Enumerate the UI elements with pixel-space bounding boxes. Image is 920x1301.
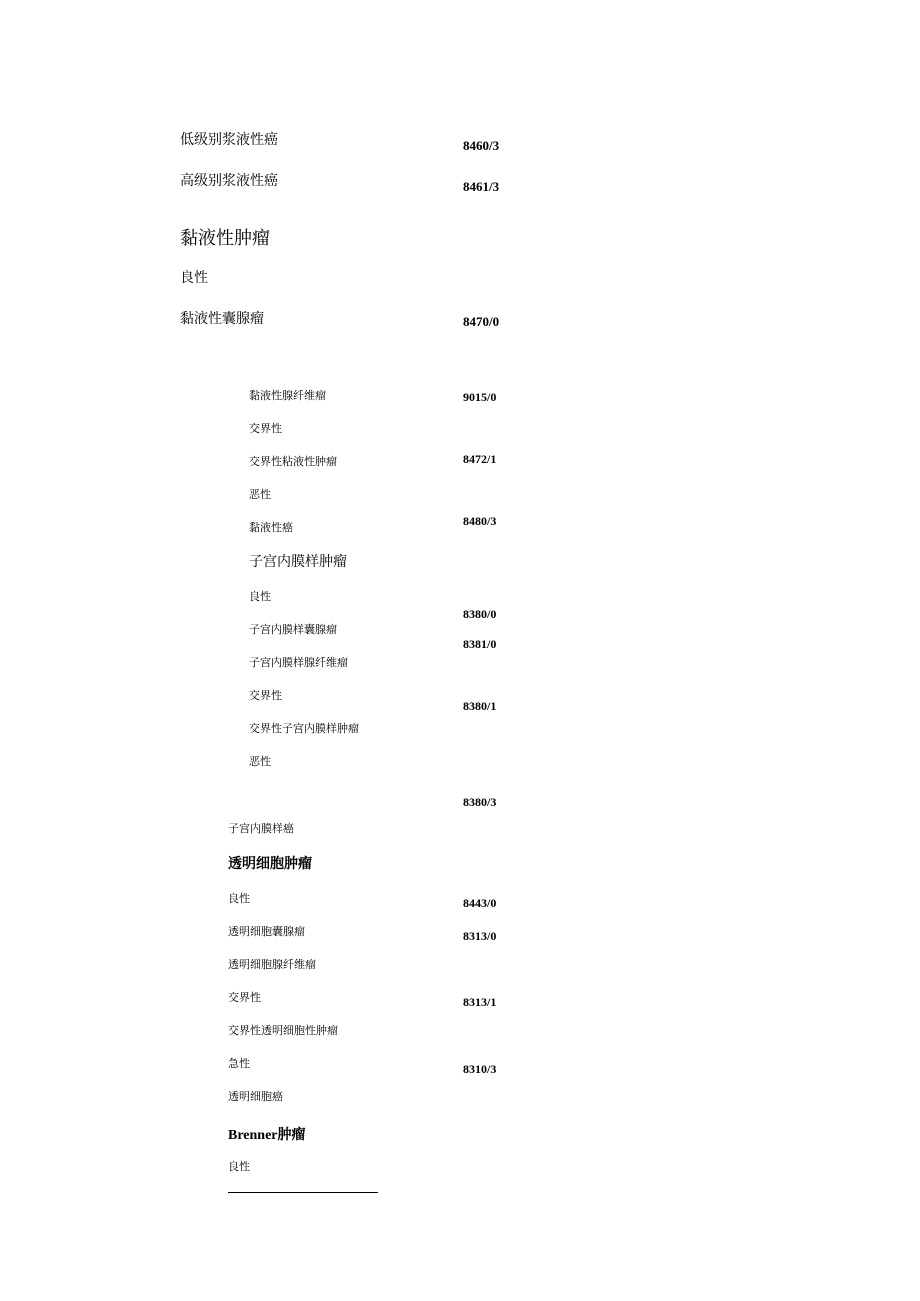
brenner-heading: [228, 1126, 306, 1143]
clear-cell-code-3: 8313/1: [463, 995, 497, 1009]
mucinous-benign-label: 良性: [180, 270, 208, 286]
serous-high-grade-label: 高级别浆液性癌: [180, 173, 278, 189]
mucinous-cystadenoma-code: 8470/0: [463, 314, 500, 329]
serous-low-grade-code: 8460/3: [463, 138, 500, 153]
footnote-rule: [228, 1192, 378, 1193]
clear-cell-benign-label: 良性: [228, 892, 250, 905]
mucinous-borderline-tumor-label: 交界性粘液性肿瘤: [249, 455, 337, 468]
mucinous-adenofibroma-code: 9015/0: [463, 390, 497, 404]
mucinous-cystadenoma-label: 黏液性囊腺瘤: [180, 311, 264, 327]
endometrioid-code-2: 8381/0: [463, 637, 497, 651]
clear-cell-borderline-label: 交界性: [228, 991, 261, 1004]
clear-cell-code-2: 8313/0: [463, 929, 497, 943]
clear-cell-adenofibroma-label: 透明细胞腺纤维瘤: [228, 958, 316, 971]
endometrioid-adenofibroma-label: 子宫内膜样腺纤维瘤: [249, 656, 348, 669]
endometrioid-cyst-label: 子宫内膜样囊腺瘤: [249, 623, 337, 636]
clear-cell-carcinoma-label: 透明细胞癌: [228, 1090, 283, 1103]
endometrioid-borderline-label: 交界性: [249, 689, 282, 702]
brenner-heading-cjk: 肿瘤: [277, 1127, 306, 1143]
serous-low-grade-label: 低级别浆液性癌: [180, 132, 278, 148]
endometrioid-heading: 子宫内膜样肿瘤: [249, 554, 347, 570]
endometrioid-malignant-label: 恶性: [249, 755, 271, 768]
clear-cell-borderline-tumor-label: 交界性透明细胞性肿瘤: [228, 1024, 338, 1037]
endometrioid-carcinoma-label: 子宫内膜样癌: [228, 822, 294, 835]
endometrioid-code-3: 8380/1: [463, 699, 497, 713]
endometrioid-code-1: 8380/0: [463, 607, 497, 621]
mucinous-borderline-tumor-code: 8472/1: [463, 452, 497, 466]
clear-cell-malignant-label: 急性: [228, 1057, 250, 1070]
clear-cell-cystadenoma-label: 透明细胞囊腺瘤: [228, 925, 305, 938]
mucinous-adenofibroma-label: 黏液性腺纤维瘤: [249, 389, 326, 402]
endometrioid-benign-label: 良性: [249, 590, 271, 603]
endometrioid-code-4: 8380/3: [463, 795, 497, 809]
mucinous-borderline-label: 交界性: [249, 422, 282, 435]
brenner-benign-label: 良性: [228, 1160, 250, 1173]
serous-high-grade-code: 8461/3: [463, 179, 500, 194]
brenner-heading-latin: Brenner: [228, 1128, 278, 1143]
clear-cell-code-4: 8310/3: [463, 1062, 497, 1076]
clear-cell-heading: 透明细胞肿瘤: [228, 856, 312, 872]
mucinous-malignant-label: 恶性: [249, 488, 271, 501]
clear-cell-code-1: 8443/0: [463, 896, 497, 910]
endometrioid-borderline-tumor-label: 交界性子宫内膜样肿瘤: [249, 722, 359, 735]
mucinous-carcinoma-label: 黏液性癌: [249, 521, 293, 534]
mucinous-heading: 黏液性肿瘤: [180, 228, 270, 249]
mucinous-carcinoma-code: 8480/3: [463, 514, 497, 528]
